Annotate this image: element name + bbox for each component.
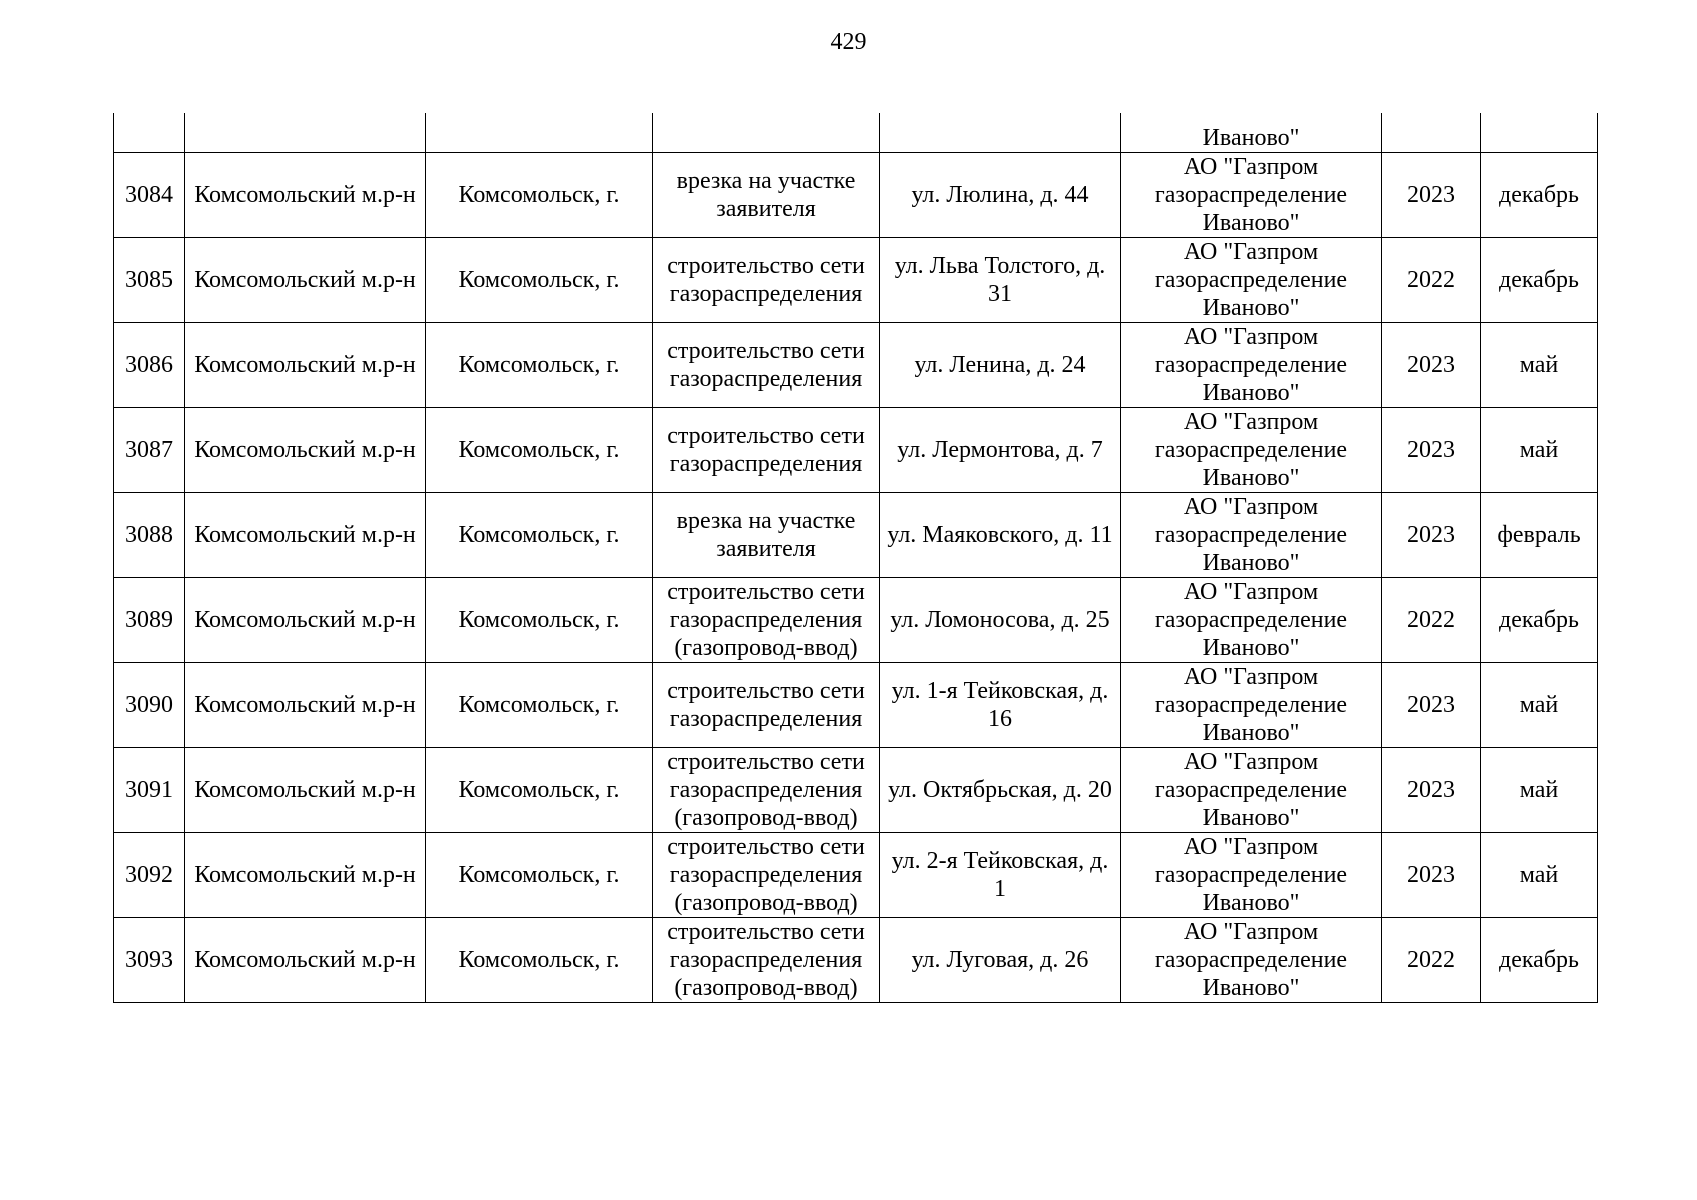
cell-num: 3087 <box>114 408 185 493</box>
table-row <box>114 918 1598 1003</box>
cell-address: ул. Люлина, д. 44 <box>880 153 1121 238</box>
cell-org: АО "Газпром газораспределение Иваново" <box>1121 238 1382 323</box>
continuation-row <box>114 113 1598 153</box>
cell-year: 2022 <box>1382 918 1481 1003</box>
cell-district: Комсомольский м.р-н <box>185 493 426 578</box>
cell-org: АО "Газпром газораспределение Иваново" <box>1121 748 1382 833</box>
cell-year: 2023 <box>1382 663 1481 748</box>
table-row <box>114 153 1598 238</box>
table-row <box>114 323 1598 408</box>
cell-org: АО "Газпром газораспределение Иваново" <box>1121 578 1382 663</box>
cell-year: 2023 <box>1382 408 1481 493</box>
cell-work: строительство сети газораспределения <box>653 323 880 408</box>
cell-org: АО "Газпром газораспределение Иваново" <box>1121 918 1382 1003</box>
cell-org: АО "Газпром газораспределение Иваново" <box>1121 833 1382 918</box>
cell-org: Иваново" <box>1121 113 1382 153</box>
cell-district: Комсомольский м.р-н <box>185 918 426 1003</box>
cell-address: ул. Ленина, д. 24 <box>880 323 1121 408</box>
table-row <box>114 663 1598 748</box>
table-row <box>114 748 1598 833</box>
cell-num: 3090 <box>114 663 185 748</box>
table-row <box>114 408 1598 493</box>
cell-district: Комсомольский м.р-н <box>185 238 426 323</box>
cell-num: 3086 <box>114 323 185 408</box>
cell-district: Комсомольский м.р-н <box>185 408 426 493</box>
cell-work: врезка на участке заявителя <box>653 153 880 238</box>
cell-month: май <box>1481 833 1598 918</box>
cell-address: ул. Луговая, д. 26 <box>880 918 1121 1003</box>
cell-num: 3089 <box>114 578 185 663</box>
cell-num: 3085 <box>114 238 185 323</box>
cell-year: 2023 <box>1382 748 1481 833</box>
cell-num: 3093 <box>114 918 185 1003</box>
cell-district: Комсомольский м.р-н <box>185 323 426 408</box>
cell-district: Комсомольский м.р-н <box>185 578 426 663</box>
cell-settlement <box>426 113 653 153</box>
cell-address: ул. 2-я Тейковская, д. 1 <box>880 833 1121 918</box>
cell-settlement: Комсомольск, г. <box>426 578 653 663</box>
cell-num: 3092 <box>114 833 185 918</box>
cell-year <box>1382 113 1481 153</box>
cell-address: ул. Ломоносова, д. 25 <box>880 578 1121 663</box>
cell-month: май <box>1481 408 1598 493</box>
cell-work: строительство сети газораспределения (газопровод-ввод) <box>653 918 880 1003</box>
cell-month: февраль <box>1481 493 1598 578</box>
cell-month: декабрь <box>1481 238 1598 323</box>
table-row <box>114 238 1598 323</box>
cell-month: декабрь <box>1481 153 1598 238</box>
cell-month: май <box>1481 748 1598 833</box>
cell-year: 2023 <box>1382 833 1481 918</box>
cell-num: 3084 <box>114 153 185 238</box>
table-row <box>114 578 1598 663</box>
cell-settlement: Комсомольск, г. <box>426 153 653 238</box>
cell-month <box>1481 113 1598 153</box>
cell-address: ул. Маяковского, д. 11 <box>880 493 1121 578</box>
cell-work: строительство сети газораспределения (газопровод-ввод) <box>653 748 880 833</box>
cell-address: ул. Льва Толстого, д. 31 <box>880 238 1121 323</box>
cell-work: строительство сети газораспределения (газопровод-ввод) <box>653 833 880 918</box>
cell-settlement: Комсомольск, г. <box>426 323 653 408</box>
cell-year: 2023 <box>1382 153 1481 238</box>
cell-settlement: Комсомольск, г. <box>426 918 653 1003</box>
cell-work <box>653 113 880 153</box>
cell-settlement: Комсомольск, г. <box>426 238 653 323</box>
cell-work: врезка на участке заявителя <box>653 493 880 578</box>
cell-year: 2022 <box>1382 238 1481 323</box>
cell-district: Комсомольский м.р-н <box>185 153 426 238</box>
cell-district: Комсомольский м.р-н <box>185 748 426 833</box>
cell-month: декабрь <box>1481 578 1598 663</box>
cell-work: строительство сети газораспределения (газопровод-ввод) <box>653 578 880 663</box>
cell-num <box>114 113 185 153</box>
table-body <box>114 113 1598 1003</box>
cell-month: май <box>1481 663 1598 748</box>
cell-district: Комсомольский м.р-н <box>185 663 426 748</box>
cell-org: АО "Газпром газораспределение Иваново" <box>1121 323 1382 408</box>
cell-year: 2023 <box>1382 323 1481 408</box>
cell-settlement: Комсомольск, г. <box>426 408 653 493</box>
cell-settlement: Комсомольск, г. <box>426 493 653 578</box>
cell-address: ул. Лермонтова, д. 7 <box>880 408 1121 493</box>
cell-work: строительство сети газораспределения <box>653 408 880 493</box>
cell-work: строительство сети газораспределения <box>653 663 880 748</box>
page-number: 429 <box>830 29 867 55</box>
cell-org: АО "Газпром газораспределение Иваново" <box>1121 153 1382 238</box>
cell-address: ул. Октябрьская, д. 20 <box>880 748 1121 833</box>
cell-work: строительство сети газораспределения <box>653 238 880 323</box>
cell-month: май <box>1481 323 1598 408</box>
cell-district: Комсомольский м.р-н <box>185 833 426 918</box>
gas-connection-table <box>113 113 1598 1003</box>
cell-org: АО "Газпром газораспределение Иваново" <box>1121 493 1382 578</box>
cell-settlement: Комсомольск, г. <box>426 833 653 918</box>
table-row <box>114 833 1598 918</box>
cell-district <box>185 113 426 153</box>
cell-org: АО "Газпром газораспределение Иваново" <box>1121 408 1382 493</box>
table-row <box>114 493 1598 578</box>
cell-address: ул. 1-я Тейковская, д. 16 <box>880 663 1121 748</box>
cell-org: АО "Газпром газораспределение Иваново" <box>1121 663 1382 748</box>
cell-settlement: Комсомольск, г. <box>426 748 653 833</box>
cell-num: 3088 <box>114 493 185 578</box>
cell-settlement: Комсомольск, г. <box>426 663 653 748</box>
cell-num: 3091 <box>114 748 185 833</box>
cell-year: 2023 <box>1382 493 1481 578</box>
cell-year: 2022 <box>1382 578 1481 663</box>
cell-address <box>880 113 1121 153</box>
cell-month: декабрь <box>1481 918 1598 1003</box>
